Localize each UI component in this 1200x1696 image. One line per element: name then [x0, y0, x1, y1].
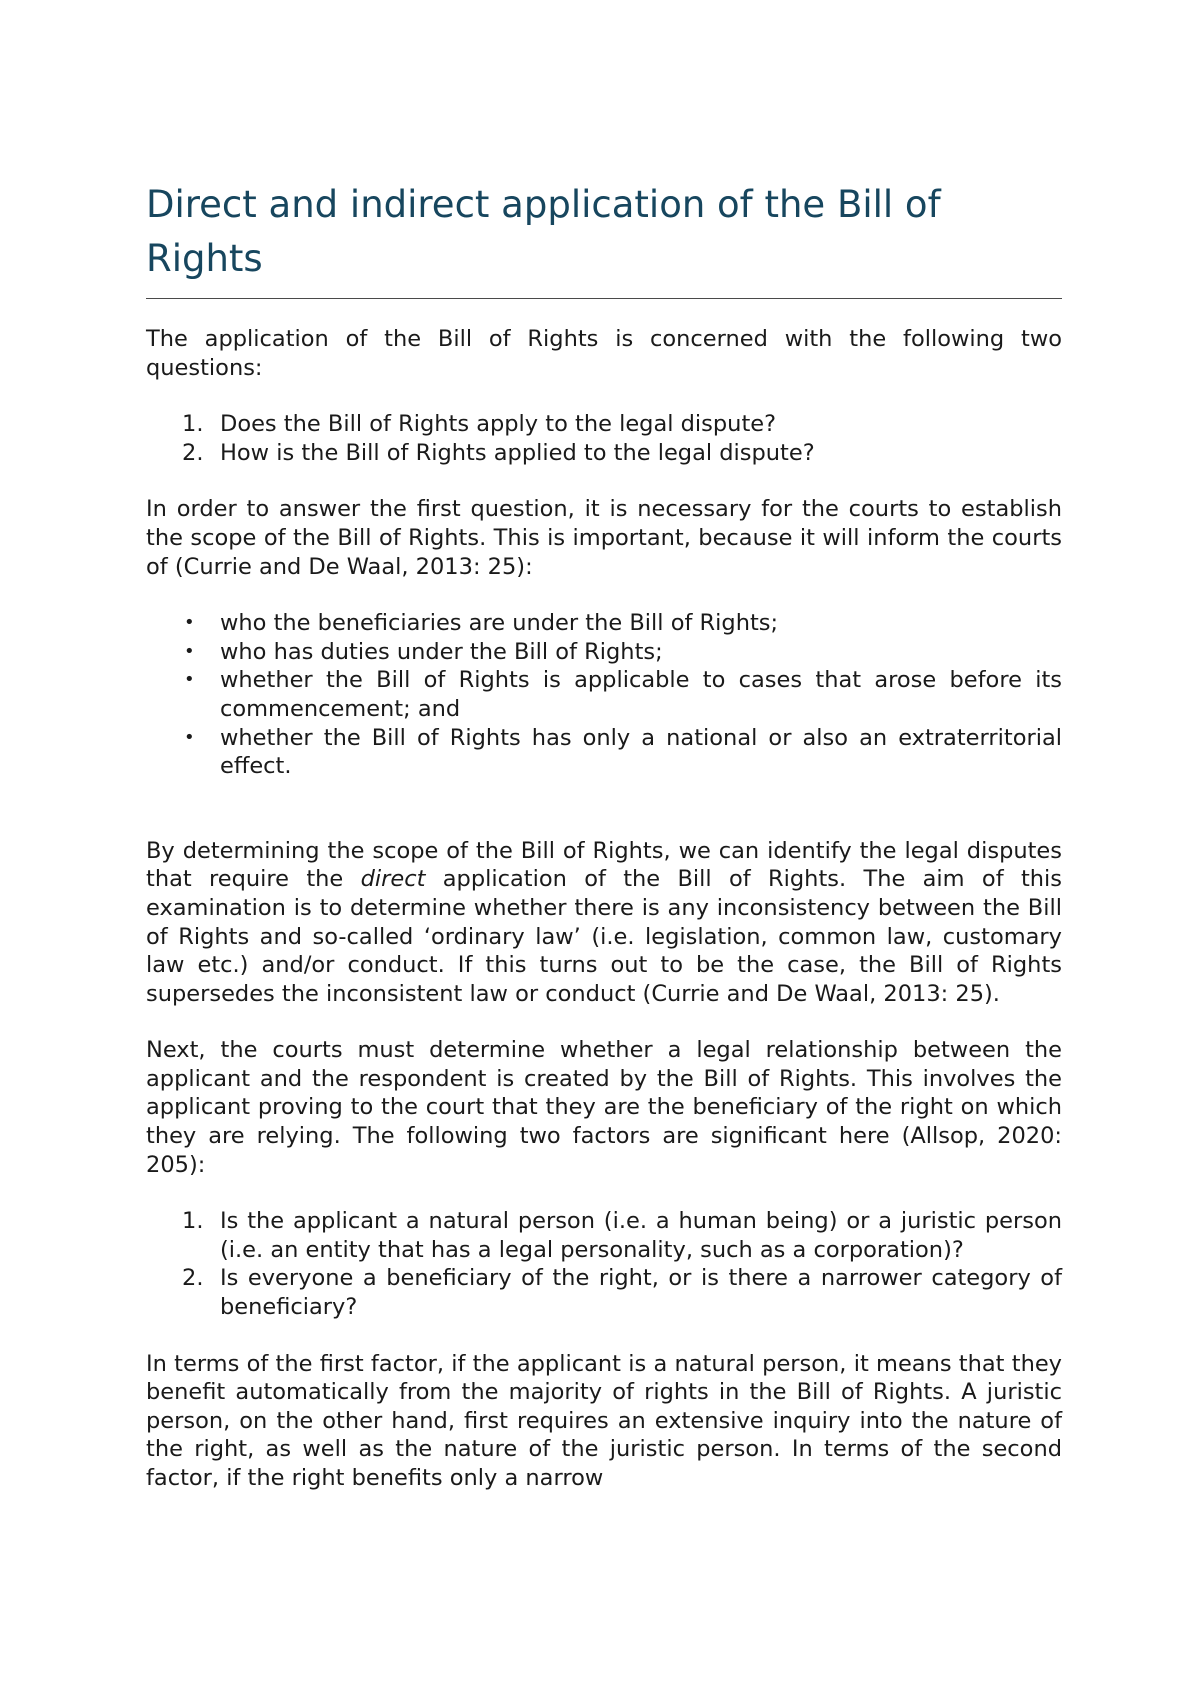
bullet-marker: •	[184, 612, 195, 634]
scope-paragraph: In order to answer the first question, it is necessary for the courts to establish the scope of the Bill of Rights. This is important, because it will inform the courts of (Currie and De Waal, 2013: 25):	[146, 496, 1062, 580]
list-item	[146, 724, 1062, 781]
list-item-text: who the beneficiaries are under the Bill of Rights;	[220, 610, 779, 637]
list-item-text: Is the applicant a natural person (i.e. a human being) or a juristic person (i.e. an entity that has a legal personality, such as a corporation)?	[220, 1208, 1062, 1263]
bullet-marker: •	[184, 640, 195, 662]
intro-paragraph: The application of the Bill of Rights is concerned with the following two questions:	[146, 326, 1062, 381]
bullet-marker: •	[184, 669, 195, 691]
list-item-text: Does the Bill of Rights apply to the legal dispute?	[220, 411, 777, 438]
document-title: Direct and indirect application of the Bill of Rights	[146, 178, 1062, 299]
document-page	[146, 178, 1062, 1493]
list-item	[146, 666, 1062, 723]
list-item	[146, 638, 1062, 667]
list-item	[146, 609, 1062, 638]
direct-para-after: application of the Bill of Rights. The aim of this examination is to determine whether there is any inconsistency between the Bill of Rights and so-called ‘ordinary law’ (i.e. legislation, common law, customary law etc.) and/or conduct. If this turns out to be the case, the Bill of Rights supersedes the inconsistent law or conduct (Currie and De Waal, 2013: 25).	[146, 866, 1062, 1007]
list-item-text: Is everyone a beneficiary of the right, or is there a narrower category of beneficiary?	[220, 1265, 1062, 1321]
list-item	[146, 410, 1062, 439]
questions-list	[146, 410, 1062, 467]
list-marker: 2.	[182, 1265, 204, 1292]
list-marker: 1.	[182, 411, 204, 438]
scope-list	[146, 609, 1062, 781]
list-item	[146, 439, 1062, 468]
factors-list	[146, 1207, 1062, 1321]
list-item-text: whether the Bill of Rights has only a national or also an extraterritorial effect.	[220, 724, 1062, 780]
list-item-text: who has duties under the Bill of Rights;	[220, 638, 663, 665]
next-paragraph: Next, the courts must determine whether a legal relationship between the applicant and the respondent is created by the Bill of Rights. This involves the applicant proving to the court that they are the beneficiary of the right on which they are relying. The following two factors are significant here (Allsop, 2020: 205):	[146, 1037, 1062, 1178]
list-item	[146, 1207, 1062, 1264]
list-marker: 2.	[182, 439, 204, 466]
direct-emphasis: direct	[360, 866, 426, 893]
bullet-marker: •	[184, 726, 195, 748]
list-item-text: How is the Bill of Rights applied to the legal dispute?	[220, 439, 815, 466]
direct-para-before: By determining the scope of the Bill of Rights, we can identify the legal disputes that require the	[146, 837, 1062, 893]
list-item-text: whether the Bill of Rights is applicable to cases that arose before its commencement; and	[220, 667, 1062, 722]
list-marker: 1.	[182, 1208, 204, 1235]
list-item	[146, 1264, 1062, 1321]
direct-application-paragraph	[146, 837, 1062, 1009]
final-paragraph: In terms of the first factor, if the applicant is a natural person, it means that they benefit automatically from the majority of rights in the Bill of Rights. A juristic person, on the other hand, first requires an extensive inquiry into the nature of the right, as well as the nature of the juristic person. In terms of the second factor, if the right benefits only a narrow	[146, 1350, 1062, 1491]
